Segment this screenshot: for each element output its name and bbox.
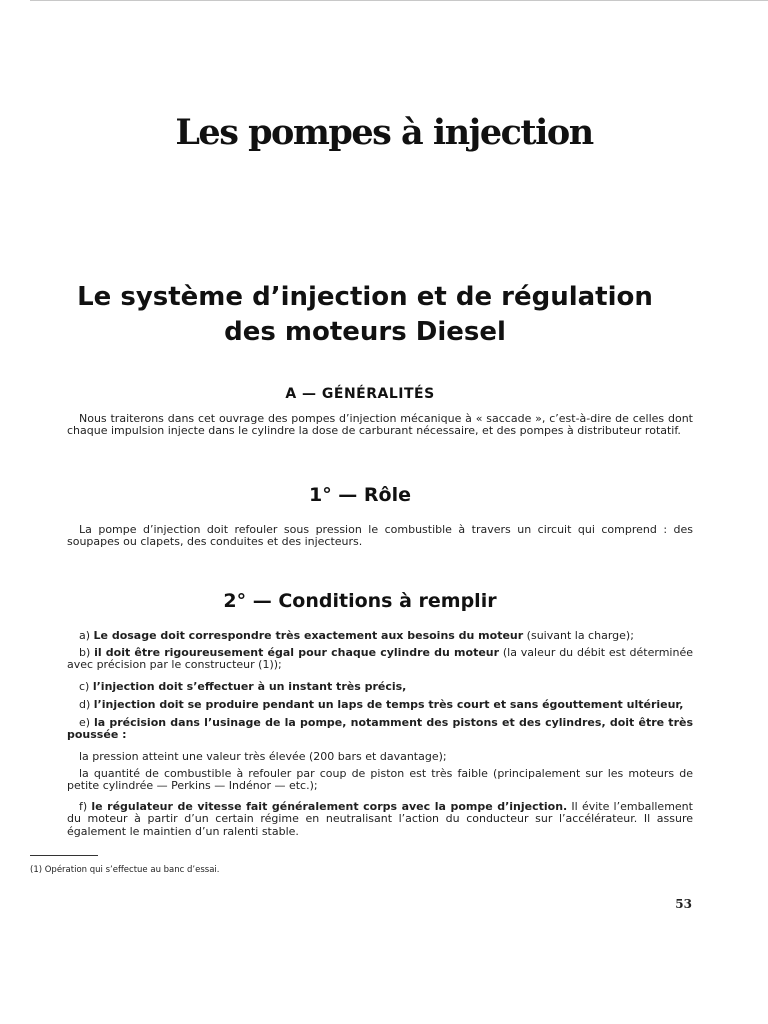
chapter-title: Les pompes à injection (175, 112, 593, 153)
condition-a-prefix: a) (79, 629, 94, 642)
conditions-heading: 2° — Conditions à remplir (223, 590, 497, 612)
condition-f-rest: Il évite l’emballement du moteur à partir d’un certain régime en neutralisant l’action du conducteur sur l’accélérateur. Il assure également le maintien d’un ralenti stable. (67, 800, 693, 838)
condition-b-bold: il doit être rigoureusement égal pour chaque cylindre du moteur (94, 646, 500, 659)
role-heading: 1° — Rôle (308, 484, 412, 506)
condition-d-bold: l’injection doit se produire pendant un laps de temps très court et sans égouttement ultérieur, (93, 698, 684, 711)
condition-e-bold: la précision dans l’usinage de la pompe, notamment des pistons et des cylindres, doit être très poussée : (67, 716, 693, 742)
generalites-paragraph: Nous traiterons dans cet ouvrage des pompes d’injection mécanique à « saccade », c’est-à-dire de celles dont chaque impulsion injecte dans le cylindre la dose de carburant nécessaire, et des pompes à distributeur rotatif. (67, 412, 693, 438)
section-title (0, 280, 730, 350)
condition-b-prefix: b) (79, 646, 95, 659)
condition-e (67, 717, 693, 742)
condition-e-prefix: e) (79, 716, 94, 729)
section-title-line1: Le système d’injection et de régulation (77, 282, 653, 312)
generalites-heading: A — GÉNÉRALITÉS (285, 386, 435, 402)
top-rule (30, 0, 768, 1)
condition-c-prefix: c) (79, 680, 93, 693)
condition-a-bold: Le dosage doit correspondre très exactement aux besoins du moteur (93, 629, 524, 642)
condition-f-prefix: f) (79, 800, 92, 813)
condition-a (67, 630, 693, 642)
condition-c-bold: l’injection doit s’effectuer à un instant très précis, (92, 680, 407, 693)
condition-f (67, 801, 693, 838)
condition-c (67, 681, 693, 693)
condition-e-detail-1: la pression atteint une valeur très élevée (200 bars et davantage); (79, 750, 447, 763)
footnote-rule (30, 855, 98, 856)
condition-d (67, 699, 693, 711)
role-paragraph: La pompe d’injection doit refouler sous pression le combustible à travers un circuit qui comprend : des soupapes ou clapets, des conduites et des injecteurs. (67, 523, 693, 549)
condition-b-rest: (la valeur du débit est déterminée avec précision par le constructeur (1)); (67, 646, 693, 672)
section-title-line2: des moteurs Diesel (224, 317, 506, 347)
page-number: 53 (675, 897, 692, 911)
condition-e-detail-2: la quantité de combustible à refouler par coup de piston est très faible (principalement sur les moteurs de petite cylindrée — Perkins — Indénor — etc.); (67, 767, 693, 793)
condition-d-prefix: d) (79, 698, 94, 711)
footnote: (1) Opération qui s’effectue au banc d’essai. (30, 865, 220, 875)
condition-f-bold: le régulateur de vitesse fait généralement corps avec la pompe d’injection. (91, 800, 568, 813)
condition-b (67, 647, 693, 672)
condition-a-rest: (suivant la charge); (523, 629, 634, 642)
